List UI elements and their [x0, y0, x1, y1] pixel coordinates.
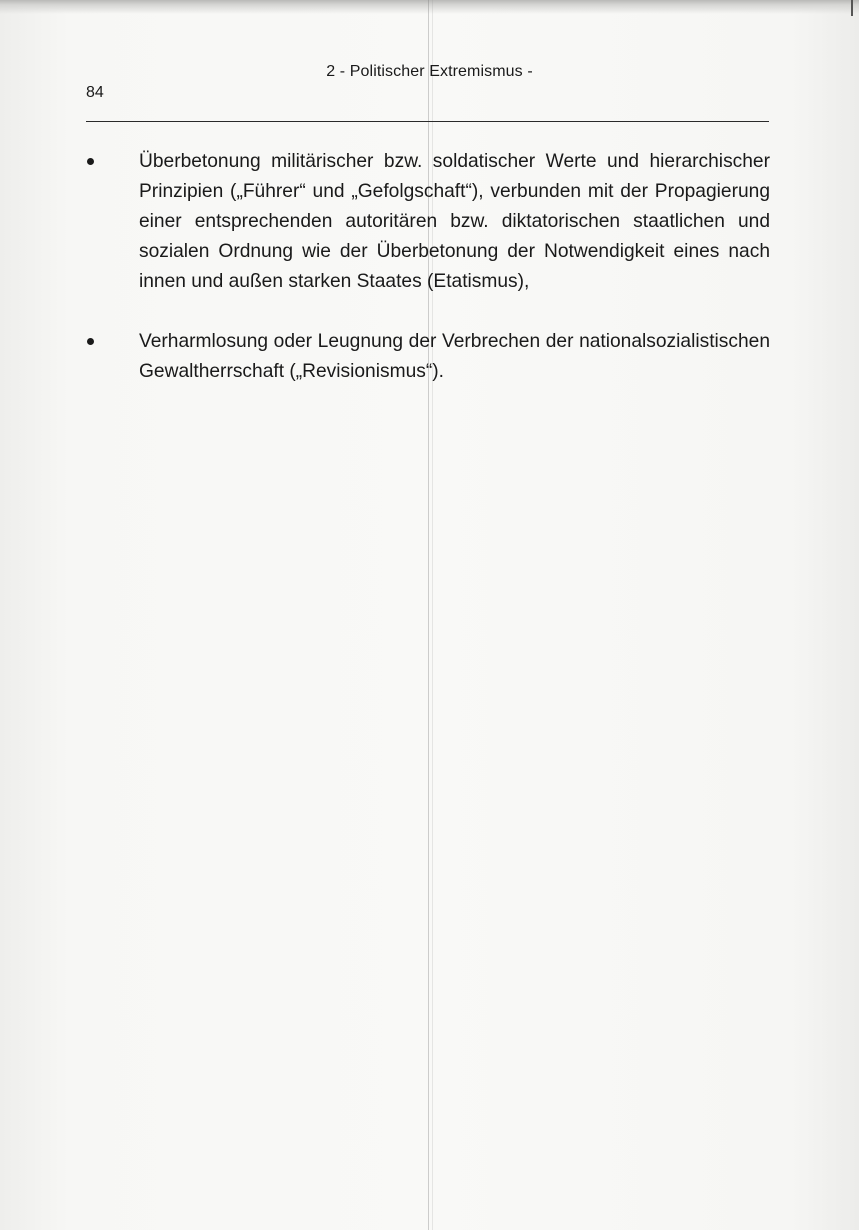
- bullet-list: [86, 147, 770, 387]
- running-header-title: 2 - Politischer Extremismus -: [326, 63, 533, 80]
- list-item-text: Überbetonung militärischer bzw. soldatischer Werte und hierarchischer Prinzipien („Führer“ und „Gefolgschaft“), verbunden mit der Propagierung einer entsprechenden autoritären bzw. diktatorischen staatlichen und sozialen Ordnung wie der Überbetonung der Notwendigkeit eines nach innen und außen starken Staates (Etatismus),: [139, 151, 770, 292]
- scan-edge-shadow: [0, 0, 859, 14]
- bullet-point-icon: [87, 158, 94, 165]
- list-item-text: Verharmlosung oder Leugnung der Verbrechen der nationalsozialistischen Gewaltherrschaft („Revisionismus“).: [139, 331, 770, 382]
- scan-edge-mark: [851, 0, 853, 16]
- header-rule: [86, 121, 769, 122]
- list-item: [86, 147, 770, 297]
- page-number: 84: [86, 84, 104, 101]
- bullet-point-icon: [87, 338, 94, 345]
- list-item: [86, 327, 770, 387]
